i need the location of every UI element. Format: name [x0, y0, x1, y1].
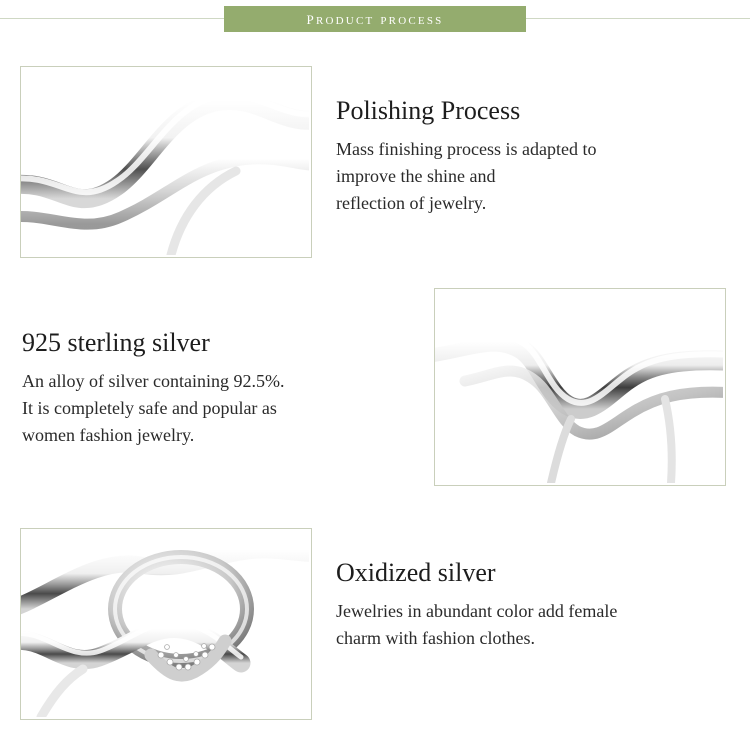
polishing-line-2: improve the shine and — [336, 166, 496, 186]
oxidized-silver-body — [336, 598, 736, 652]
polishing-line-1: Mass finishing process is adapted to — [336, 139, 597, 159]
polishing-process-title: Polishing Process — [336, 96, 521, 125]
sterling-silver-title: 925 sterling silver — [22, 328, 210, 357]
oxidized-silver-title: Oxidized silver — [336, 558, 496, 587]
polishing-line-3: reflection of jewelry. — [336, 193, 487, 213]
sterling-silver-text — [22, 328, 422, 449]
sterling-silver-body — [22, 368, 422, 449]
oxidized-line-2: charm with fashion clothes. — [336, 628, 535, 648]
sterling-line-2: It is completely safe and popular as — [22, 398, 277, 418]
sterling-line-3: women fashion jewelry. — [22, 425, 195, 445]
polishing-process-body — [336, 136, 726, 217]
oxidized-line-1: Jewelries in abundant color add female — [336, 601, 618, 621]
sterling-silver-ring-graphic — [435, 289, 723, 483]
polishing-process-text — [336, 96, 726, 217]
sterling-silver-image — [434, 288, 726, 486]
oxidized-silver-ring-graphic — [21, 529, 309, 717]
banner-box — [224, 6, 526, 32]
banner-title: product process — [306, 8, 444, 29]
product-process-banner — [0, 6, 750, 32]
polishing-process-image — [20, 66, 312, 258]
sterling-line-1: An alloy of silver containing 92.5%. — [22, 371, 285, 391]
oxidized-silver-text — [336, 558, 736, 652]
oxidized-silver-image — [20, 528, 312, 720]
polished-silver-ring-graphic — [21, 67, 309, 255]
